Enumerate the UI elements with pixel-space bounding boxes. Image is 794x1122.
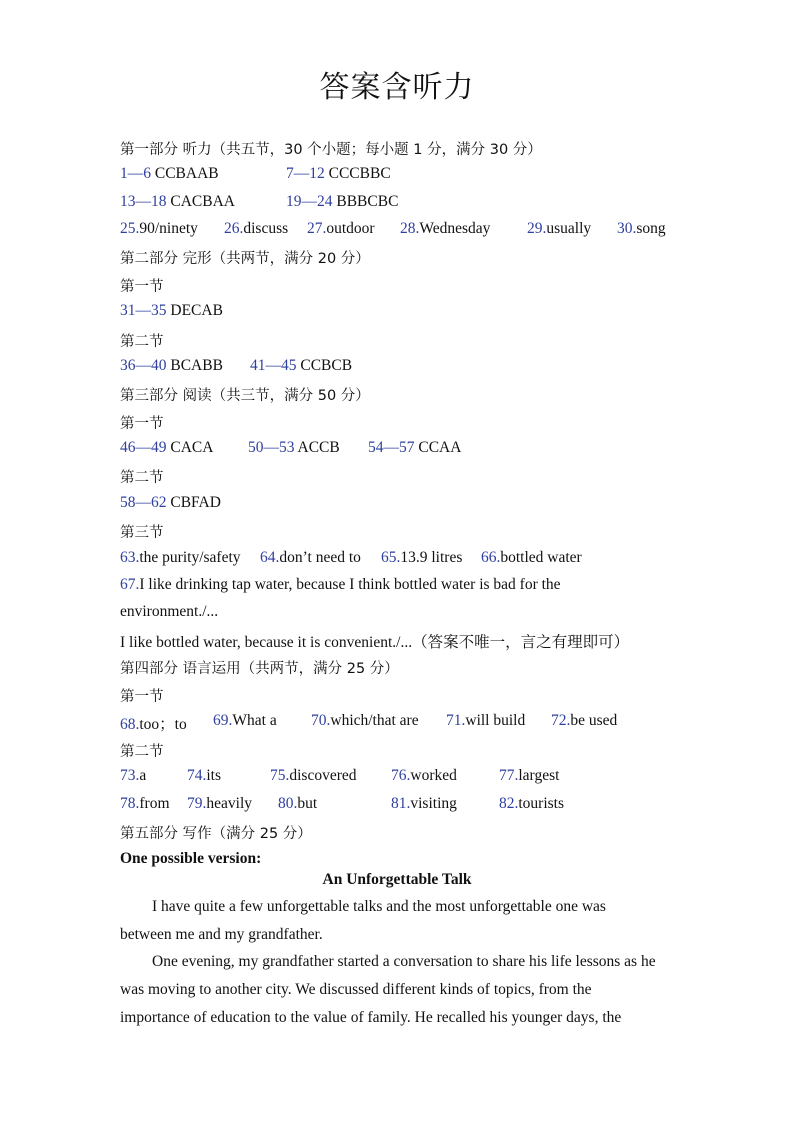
part1-heading: 第一部分 听力（共五节，30 个小题；每小题 1 分，满分 30 分） [120,142,542,158]
answer-item: 28.Wednesday [400,220,491,237]
part2-section2: 第二节 [120,334,164,350]
answer-group: 19—24 BBBCBC [286,193,399,210]
answer-item: 82.tourists [499,795,565,812]
part4-section2: 第二节 [120,744,164,760]
answer-group: 50—53 ACCB [248,439,340,456]
answer-group: 41—45 CCBCB [250,357,353,374]
answer-group: 58—62 CBFAD [120,494,221,511]
answer-group: 46—49 CACA [120,439,214,456]
q67-line1: 67.I like drinking tap water, because I think bottled water is bad for the [120,576,561,593]
essay-line: between me and my grandfather. [120,926,323,943]
answer-item: 81.visiting [391,795,457,812]
answer-item: 73.a [120,767,147,784]
answer-item: 63.the purity/safety [120,549,241,566]
essay-line: importance of education to the value of family. He recalled his younger days, the [120,1009,622,1026]
answer-item: 30.song [617,220,666,237]
part3-heading: 第三部分 阅读（共三节，满分 50 分） [120,388,370,404]
answer-item: 68.too；to [120,716,187,733]
answer-item: 64.don’t need to [260,549,361,566]
essay-title: An Unforgettable Talk [322,871,472,888]
answer-item: 27.outdoor [307,220,375,237]
essay-line: was moving to another city. We discussed different kinds of topics, from the [120,981,592,998]
part2-section1: 第一节 [120,279,164,295]
answer-group: 31—35 DECAB [120,302,223,319]
part2-heading: 第二部分 完形（共两节，满分 20 分） [120,251,370,267]
answer-item: 80.but [278,795,318,812]
answer-item: 76.worked [391,767,457,784]
answer-group: 7—12 CCCBBC [286,165,391,182]
answer-item: 26.discuss [224,220,289,237]
answer-item: 78.from [120,795,170,812]
part3-section1: 第一节 [120,416,164,432]
answer-item: 75.discovered [270,767,357,784]
answer-item: 72.be used [551,712,618,729]
answer-item: 71.will build [446,712,526,729]
part3-section3: 第三节 [120,525,164,541]
q67-line2: environment./... [120,603,219,620]
answer-item: 79.heavily [187,795,252,812]
answer-group: 54—57 CCAA [368,439,462,456]
answer-item: 66.bottled water [481,549,582,566]
page-title: 答案含听力 [319,70,475,105]
answer-item: 69.What a [213,712,277,729]
version-label: One possible version: [120,850,262,867]
answer-group: 13—18 CACBAA [120,193,235,210]
answer-item: 65.13.9 litres [381,549,463,566]
part4-heading: 第四部分 语言运用（共两节，满分 25 分） [120,661,399,677]
answer-group: 36—40 BCABB [120,357,223,374]
essay-line: One evening, my grandfather started a conversation to share his life lessons as he [152,953,656,970]
answer-item: 77.largest [499,767,560,784]
part4-section1: 第一节 [120,689,164,705]
part5-heading: 第五部分 写作（满分 25 分） [120,826,312,842]
answer-item: 74.its [187,767,222,784]
answer-item: 25.90/ninety [120,220,198,237]
part3-section2: 第二节 [120,470,164,486]
answer-item: 70.which/that are [311,712,419,729]
q67-line3: I like bottled water, because it is convenient./...（答案不唯一，言之有理即可） [120,634,630,651]
answer-group: 1—6 CCBAAB [120,165,219,182]
essay-line: I have quite a few unforgettable talks and the most unforgettable one was [152,898,606,915]
answer-item: 29.usually [527,220,592,237]
